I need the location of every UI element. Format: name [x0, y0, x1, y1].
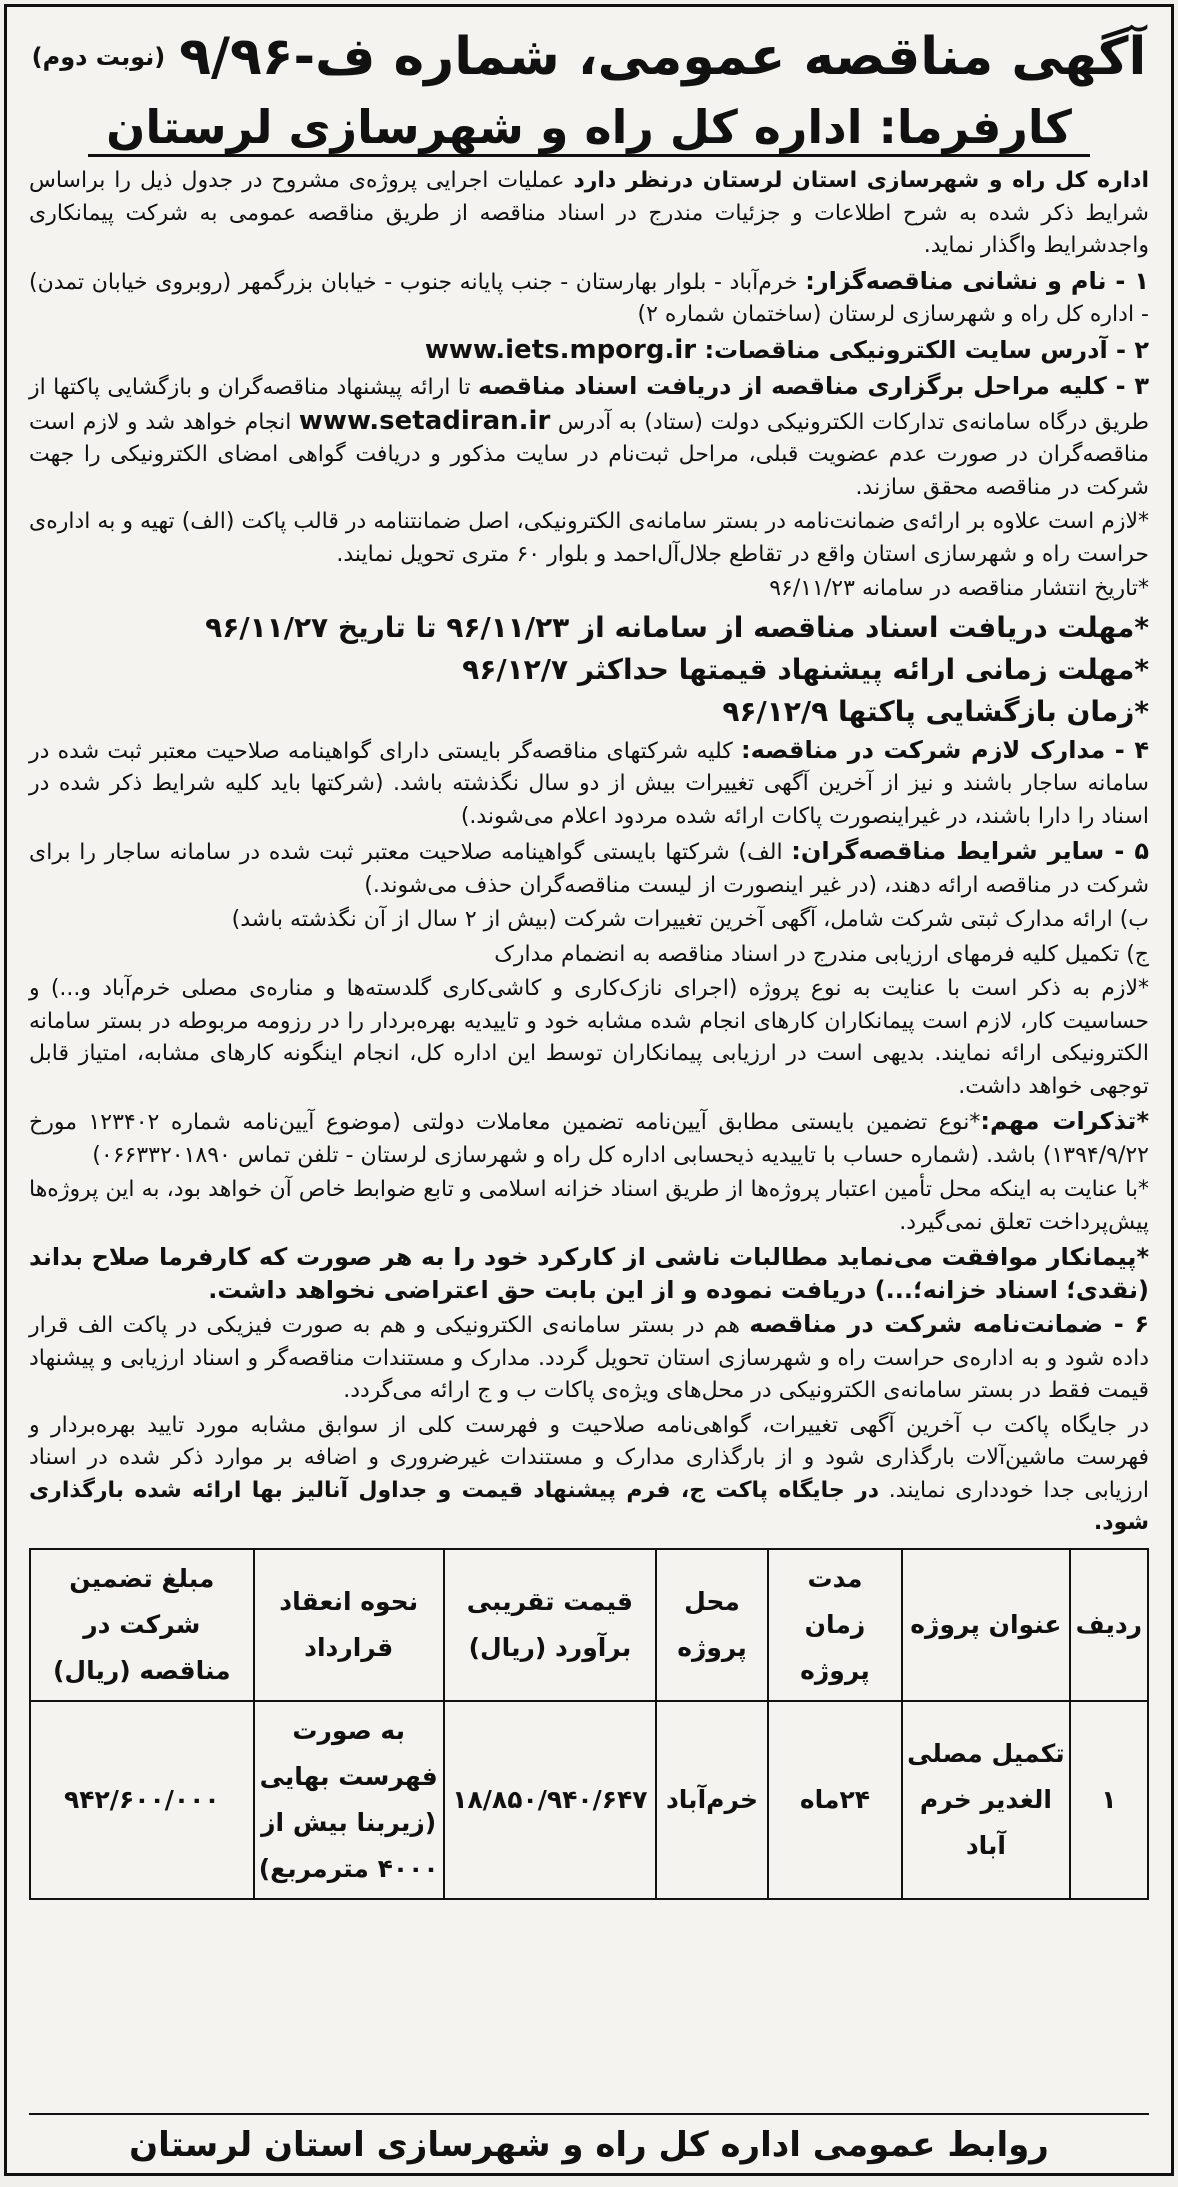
cell-guarantee: ۹۴۲/۶۰۰/۰۰۰ [30, 1701, 254, 1899]
setad-url[interactable]: www.setadiran.ir [298, 405, 551, 436]
footer-signature: روابط عمومی اداره کل راه و شهرسازی استان لرستان [29, 2113, 1149, 2165]
section-3-text-a: تا ارائه پیشنهاد مناقصه‌گران و بازگشایی پاکتها از طریق درگاه سامانه‌ی تدارکات الکترونیکی دولت (ستاد) به آدرس [29, 375, 1150, 435]
cell-location: خرم‌آباد [656, 1701, 768, 1899]
section-4-title: ۴ - مدارک لازم شرکت در مناقصه: [740, 735, 1150, 764]
col-estimate: قیمت تقریبی برآورد (ریال) [444, 1549, 656, 1701]
cell-estimate: ۱۸/۸۵۰/۹۴۰/۶۴۷ [444, 1701, 656, 1899]
section-1-title: ۱ - نام و نشانی مناقصه‌گزار: [805, 266, 1150, 295]
cell-row-number: ۱ [1070, 1701, 1148, 1899]
table-header-row [30, 1549, 1148, 1701]
notice-title: آگهی مناقصه عمومی، شماره ف-۹/۹۶ [179, 27, 1147, 87]
iets-url[interactable]: www.iets.mporg.ir [424, 334, 697, 365]
tender-notice [4, 4, 1174, 2176]
offer-deadline: *مهلت زمانی ارائه پیشنهاد قیمتها حداکثر ۹۶/۱۲/۷ [462, 652, 1149, 686]
docs-deadline: *مهلت دریافت اسناد مناقصه از سامانه از ۹۶/۱۱/۲۳ تا تاریخ ۹۶/۱۱/۲۷ [205, 610, 1149, 644]
important-text: *نوع تضمین بایستی مطابق آیین‌نامه تضمین معاملات دولتی (موضوع آیین‌نامه شماره ۱۲۳۴۰۲ مورخ ۱۳۹۴/۹/۲۲) باشد. (شماره حساب با تاییدیه ذیحسابی اداره کل راه و شهرسازی لرستان - تلفن تماس ۰۶۶۳۳۲۰۱۸۹۰) [29, 1110, 1149, 1168]
section-4-text: کلیه شرکتهای مناقصه‌گر بایستی دارای گواهینامه صلاحیت معتبر ثبت شده در سامانه ساجار باشند و نیز از آخرین آگهی تغییرات بیش از دو سال نگذشته باشد. (شرکتها باید کلیه شرایط ذکر شده در اسناد را دارا باشند، در غیراینصورت پاکات ارائه شده مردود اعلام می‌شوند.) [29, 738, 1149, 829]
sensitivity-note: *لازم به ذکر است با عنایت به نوع پروژه (اجرای نازک‌کاری و کاشی‌کاری گلدسته‌ها و مناره‌ی مصلی خرم‌آباد و...) و حساسیت کار، لازم است پیمانکاران کارهای انجام شده مشابه خود و تاییدیه بهره‌بردار را در رزومه مربوطه در بستر سامانه الکترونیکی ارائه نمایند. بدیهی است در ارزیابی پیمانکاران توسط این اداره کل، انجام اینگونه کارهای مشابه، امتیاز قابل توجهی خواهد داشت. [29, 976, 1149, 1099]
section-6-title: ۶ - ضمانت‌نامه شرکت در مناقصه [749, 1310, 1150, 1338]
section-3-text-b: انجام خواهد شد و لازم است مناقصه‌گران در صورت عدم عضویت قبلی، مراحل ثبت‌نام در سایت مذکور و دریافت گواهی امضای الکترونیکی را جهت شرکت در مناقصه محقق سازند. [29, 409, 1149, 500]
section-4 [29, 734, 1149, 834]
section-1 [29, 265, 1149, 332]
section-5 [29, 835, 1149, 902]
guarantee-note: *لازم است علاوه بر ارائه‌ی ضمانت‌نامه در بستر سامانه‌ی الکترونیکی، اصل ضمانتنامه در قالب پاکت (الف) تهیه و به اداره‌ی حراست راه و شهرسازی استان واقع در تقاطع جلال‌آل‌احمد و بلوار ۶۰ متری تحویل نمایند. [29, 509, 1149, 567]
cell-project-title: تکمیل مصلی الغدیر خرم آباد [902, 1701, 1070, 1899]
opening-date: *زمان بازگشایی پاکتها ۹۶/۱۲/۹ [722, 694, 1149, 728]
projects-table [29, 1548, 1149, 1900]
section-5-title: ۵ - سایر شرایط مناقصه‌گران: [791, 837, 1150, 865]
intro-lead: اداره کل راه و شهرسازی استان لرستان درنظر دارد [573, 168, 1149, 193]
section-3 [29, 370, 1149, 504]
col-contract-type: نحوه انعقاد قرارداد [254, 1549, 444, 1701]
employer-line [29, 97, 1149, 157]
intro-paragraph [29, 165, 1149, 263]
intro-text: عملیات اجرایی پروژه‌ی مشروح در جدول ذیل را براساس شرایط ذکر شده به شرح اطلاعات و جزئیات مندرج در اسناد مناقصه از طریق مناقصه عمومی به شرکت پیمانکاری واجدشرایط واگذار نماید. [29, 168, 1149, 258]
section-1-text: خرم‌آباد - بلوار بهارستان - جنب پایانه جنوب - خیابان بزرگمهر (روبروی خیابان تمدن) - اداره کل راه و شهرسازی لرستان (ساختمان شماره ۲) [29, 269, 1149, 327]
col-row-number: ردیف [1070, 1549, 1148, 1701]
notice-body [29, 165, 1149, 1540]
table-row [30, 1701, 1148, 1899]
col-location: محل پروژه [656, 1549, 768, 1701]
section-3-title: ۳ - کلیه مراحل برگزاری مناقصه از دریافت اسناد مناقصه [478, 372, 1150, 400]
important-title: *تذکرات مهم: [980, 1107, 1149, 1135]
credit-note: *با عنایت به اینکه محل تأمین اعتبار پروژه‌ها از طریق اسناد خزانه اسلامی و تابع ضوابط خاص آن خواهد بود، به این پروژه‌ها پیش‌پرداخت تعلق نمی‌گیرد. [29, 1177, 1149, 1235]
section-2-title: ۲ - آدرس سایت الکترونیکی مناقصات: [696, 335, 1149, 364]
header [29, 17, 1149, 97]
col-project-title: عنوان پروژه [902, 1549, 1070, 1701]
publish-date: *تاریخ انتشار مناقصه در سامانه ۹۶/۱۱/۲۳ [769, 576, 1149, 601]
section-6-text2: در جایگاه پاکت ب آخرین آگهی تغییرات، گواهی‌نامه صلاحیت و فهرست کلی از سوابق مشابه مورد تایید بهره‌بردار و فهرست ماشین‌آلات بارگذاری شود و از بارگذاری مدارک و مستندات غیرضروری و اضافه بر موارد ذکر شده در اسناد ارزیابی جدا خودداری نمایند. [29, 1412, 1149, 1503]
section-6-envelopes [29, 1410, 1149, 1540]
cell-duration: ۲۴ماه [768, 1701, 902, 1899]
contractor-note: *پیمانکار موافقت می‌نماید مطالبات ناشی از کارکرد خود را به هر صورت که کارفرما صلاح بداند (نقدی؛ اسناد خزانه؛...) دریافت نموده و از این بابت حق اعتراضی نخواهد داشت. [29, 1243, 1149, 1304]
important-notes [29, 1105, 1149, 1172]
section-6-text: هم در بستر سامانه‌ی الکترونیکی و هم به صورت فیزیکی در پاکت الف قرار داده شود و به اداره‌ی حراست راه و شهرسازی استان تحویل گردد. مدارک و مستندات مناقصه‌گر و اسناد ارزیابی و پیشنهاد قیمت فقط در بستر سامانه‌ی الکترونیکی در محل‌های ویژه‌ی پاکات ب و ج ارائه می‌گردد. [29, 1313, 1149, 1403]
round-note: (نوبت دوم) [31, 43, 166, 71]
cell-contract-type: به صورت فهرست بهایی (زیربنا بیش از ۴۰۰۰ مترمربع) [254, 1701, 444, 1899]
section-5-c: ج) تکمیل کلیه فرمهای ارزیابی مندرج در اسناد مناقصه به انضمام مدارک [494, 941, 1149, 967]
col-duration: مدت زمان پروژه [768, 1549, 902, 1701]
section-6 [29, 1308, 1149, 1408]
section-2 [29, 334, 1149, 369]
section-5-text: الف) شرکتها بایستی گواهینامه صلاحیت معتبر ثبت شده در سامانه ساجار را برای شرکت در مناقصه ارائه دهند، (در غیر اینصورت از لیست مناقصه‌گران حذف می‌شوند.) [29, 840, 1149, 898]
col-guarantee: مبلغ تضمین شرکت در مناقصه (ریال) [30, 1549, 254, 1701]
employer-text: کارفرما: اداره کل راه و شهرسازی لرستان [88, 100, 1090, 157]
section-5-b: ب) ارائه مدارک ثبتی شرکت شامل، آگهی آخرین تغییرات شرکت (بیش از ۲ سال از آن نگذشته باشد) [231, 907, 1149, 932]
section-6-text2-bold: در جایگاه پاکت ج، فرم پیشنهاد قیمت و جداول آنالیز بها ارائه شده بارگذاری شود. [29, 1477, 1149, 1535]
